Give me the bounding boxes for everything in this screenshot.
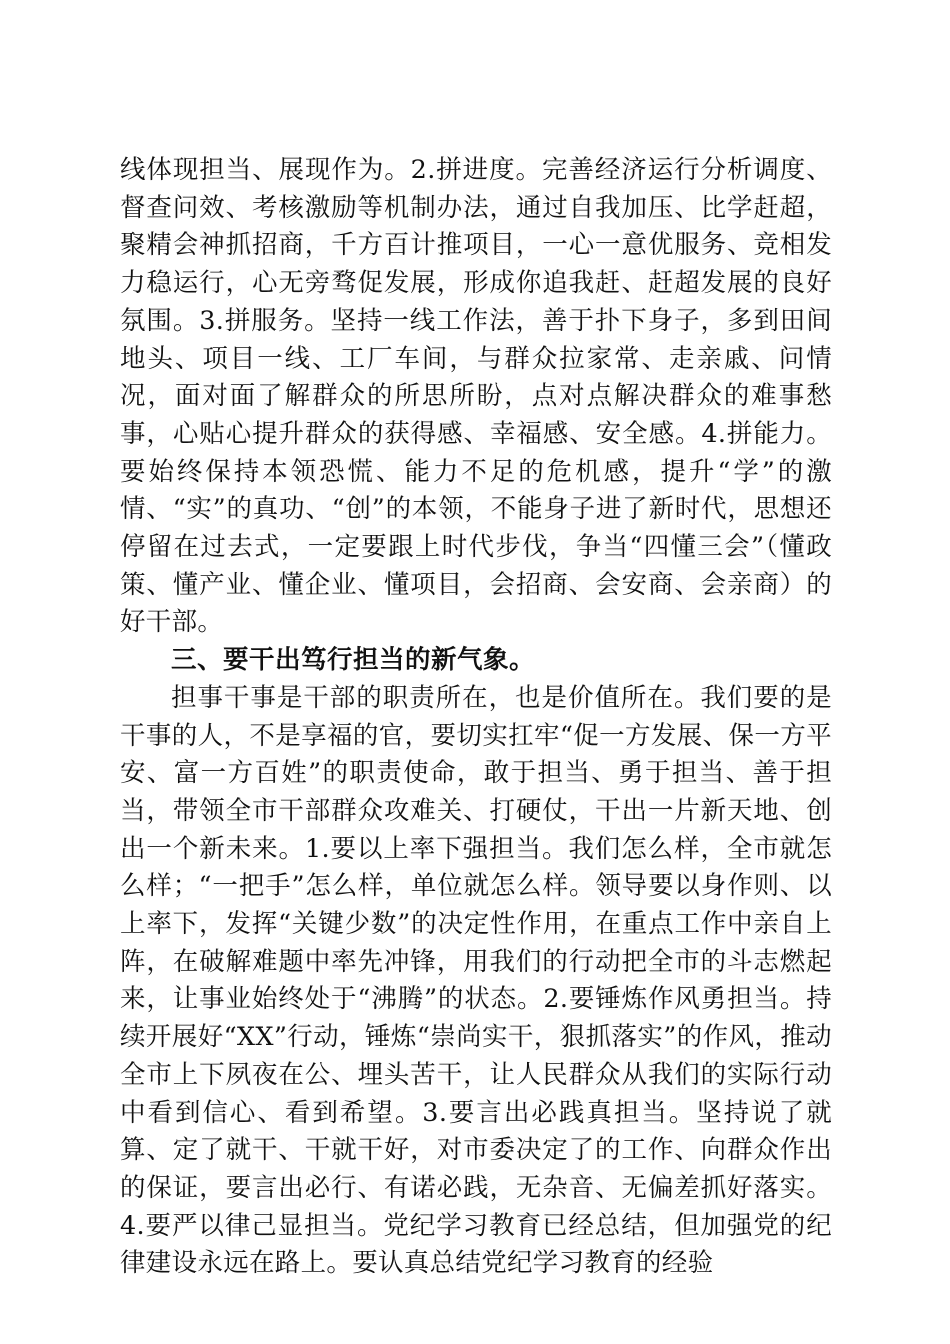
document-body [120,152,832,1283]
paragraph-main: 担事干事是干部的职责所在，也是价值所在。我们要的是干事的人，不是享福的官，要切实扛牢“促一方发展、保一方平安、富一方百姓”的职责使命，敢于担当、勇于担当、善于担当，带领全市干部群众攻难关、打硬仗，干出一片新天地、创出一个新未来。1.要以上率下强担当。我们怎么样，全市就怎么样；“一把手”怎么样，单位就怎么样。领导要以身作则、以上率下，发挥“关键少数”的决定性作用，在重点工作中亲自上阵，在破解难题中率先冲锋，用我们的行动把全市的斗志燃起来，让事业始终处于“沸腾”的状态。2.要锤炼作风勇担当。持续开展好“XX”行动，锤炼“崇尚实干，狠抓落实”的作风，推动全市上下夙夜在公、埋头苦干，让人民群众从我们的实际行动中看到信心、看到希望。3.要言出必践真担当。坚持说了就算、定了就干、干就干好，对市委决定了的工作、向群众作出的保证，要言出必行、有诺必践，无杂音、无偏差抓好落实。4.要严以律己显担当。党纪学习教育已经总结，但加强党的纪律建设永远在路上。要认真总结党纪学习教育的经验 [120,682,832,1279]
section-heading: 三、要干出笃行担当的新气象。 [171,645,536,676]
paragraph-continued: 线体现担当、展现作为。2.拼进度。完善经济运行分析调度、督查问效、考核激励等机制办法，通过自我加压、比学赶超，聚精会神抓招商，千方百计推项目，一心一意优服务、竞相发力稳运行，心无旁骛促发展，形成你追我赶、赶超发展的良好氛围。3.拼服务。坚持一线工作法，善于扑下身子，多到田间地头、项目一线、工厂车间，与群众拉家常、走亲戚、问情况，面对面了解群众的所思所盼，点对点解决群众的难事愁事，心贴心提升群众的获得感、幸福感、安全感。4.拼能力。要始终保持本领恐慌、能力不足的危机感，提升“学”的激情、“实”的真功、“创”的本领，不能身子进了新时代，思想还停留在过去式，一定要跟上时代步伐，争当“四懂三会”（懂政策、懂产业、懂企业、懂项目，会招商、会安商、会亲商）的好干部。 [120,155,832,638]
